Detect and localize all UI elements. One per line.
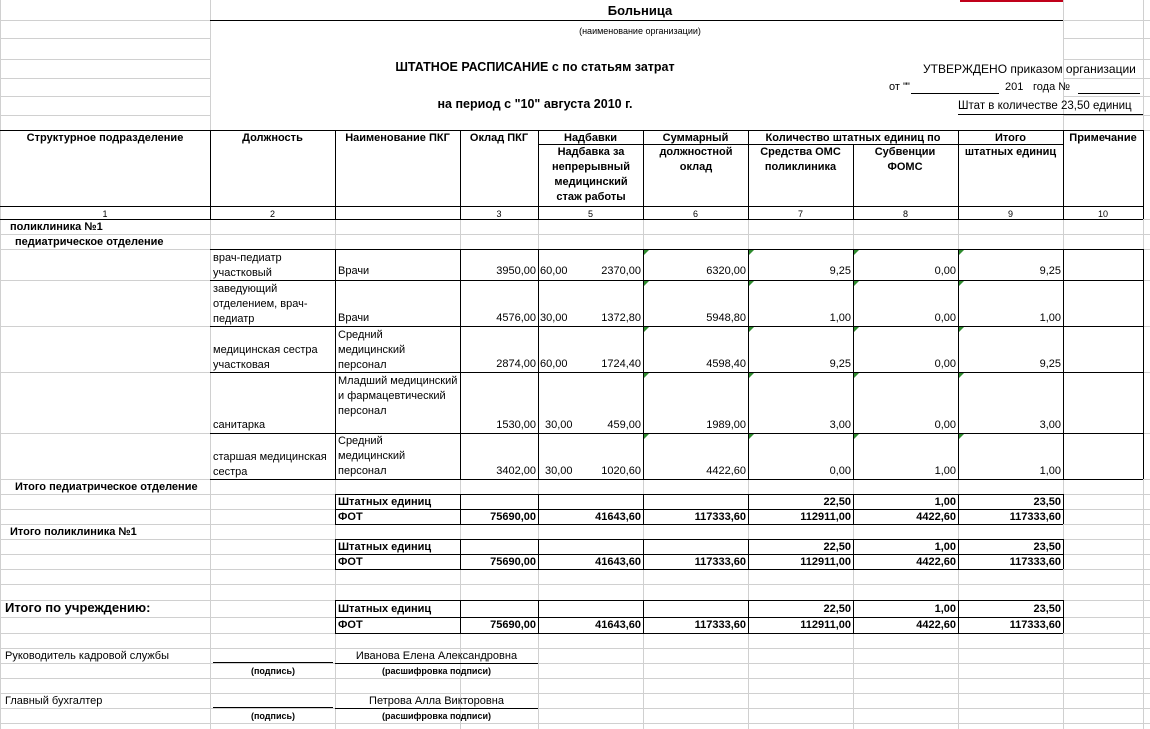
total-oms[interactable]: 22,50: [823, 541, 851, 553]
row-units[interactable]: 1,00: [1039, 465, 1061, 477]
signature-caption: (подпись): [250, 711, 296, 721]
row-salary[interactable]: 3402,00: [496, 465, 536, 477]
order-quote: ": [906, 81, 910, 93]
fot-allowances[interactable]: 41643,60: [595, 556, 641, 568]
row-position[interactable]: врач-педиатр участковый: [213, 252, 282, 279]
col-dept-header: Структурное подразделение: [26, 132, 184, 144]
row-pkg[interactable]: Врачи: [338, 265, 370, 277]
row-position[interactable]: заведующий отделением, врач-педиатр: [213, 283, 308, 325]
col-total-salary-header: Суммарный: [662, 132, 729, 144]
col-foms-header: Субвенции ФОМС: [874, 146, 936, 173]
staff-units-label: Штатных единиц: [338, 603, 432, 615]
chief-accountant-title: Главный бухгалтер: [5, 695, 103, 707]
col-oms-header: Средства ОМС поликлиника: [760, 146, 841, 173]
fot-total-salary[interactable]: 117333,60: [694, 511, 746, 523]
row-total-salary[interactable]: 6320,00: [706, 265, 746, 277]
staff-units-label: Штатных единиц: [338, 496, 432, 508]
total-foms[interactable]: 1,00: [934, 603, 956, 615]
row-foms[interactable]: 0,00: [934, 312, 956, 324]
row-oms[interactable]: 9,25: [829, 265, 851, 277]
row-position[interactable]: медицинская сестра участковая: [213, 344, 318, 371]
fot-salary[interactable]: 75690,00: [490, 619, 536, 631]
document-period: на период с "10" августа 2010 г.: [437, 97, 633, 111]
row-total-salary[interactable]: 1989,00: [706, 419, 746, 431]
col-allowance-sub-header: Надбавка за непрерывный медицинский стаж работы: [552, 146, 630, 203]
signature-decode-caption: (расшифровка подписи): [382, 711, 491, 721]
row-foms[interactable]: 1,00: [934, 465, 956, 477]
signature-decode-caption: (расшифровка подписи): [382, 666, 491, 676]
total-units[interactable]: 23,50: [1033, 496, 1061, 508]
row-position[interactable]: старшая медицинская сестра: [213, 451, 327, 478]
staff-total-label: Штат в количестве 23,50 единиц: [958, 100, 1132, 112]
document-title: ШТАТНОЕ РАСПИСАНИЕ с по статьям затрат: [395, 60, 675, 74]
row-units[interactable]: 9,25: [1039, 265, 1061, 277]
group-pediatric-dept: педиатрическое отделение: [15, 236, 164, 248]
fot-label: ФОТ: [338, 556, 363, 568]
col-number: 10: [1097, 209, 1108, 219]
row-salary[interactable]: 2874,00: [496, 358, 536, 370]
row-allowance-sum[interactable]: 2370,00: [601, 265, 641, 277]
chief-accountant-name: Петрова Алла Викторовна: [369, 695, 504, 707]
col-salary-header: Оклад ПКГ: [469, 132, 529, 144]
fot-salary[interactable]: 75690,00: [490, 511, 536, 523]
col-number: 3: [496, 209, 502, 219]
row-allowance-pct[interactable]: 30,00: [545, 465, 573, 477]
row-position[interactable]: санитарка: [213, 419, 266, 431]
col-note-header: Примечание: [1069, 132, 1137, 144]
col-number: 9: [1007, 209, 1013, 219]
hr-head-title: Руководитель кадровой службы: [5, 650, 170, 662]
total-oms[interactable]: 22,50: [823, 496, 851, 508]
col-total-salary-sub-header: должностной оклад: [659, 146, 733, 173]
row-oms[interactable]: 9,25: [829, 358, 851, 370]
row-salary[interactable]: 1530,00: [496, 419, 536, 431]
col-number: 1: [102, 209, 108, 219]
total-institution-label: Итого по учреждению:: [5, 600, 151, 615]
total-foms[interactable]: 1,00: [934, 496, 956, 508]
fot-oms[interactable]: 112911,00: [800, 619, 851, 631]
org-name: Больница: [607, 3, 673, 18]
fot-units[interactable]: 117333,60: [1009, 556, 1061, 568]
fot-foms[interactable]: 4422,60: [916, 556, 956, 568]
col-pkg-header: Наименование ПКГ: [345, 132, 450, 144]
fot-salary[interactable]: 75690,00: [490, 556, 536, 568]
org-caption: (наименование организации): [579, 26, 701, 36]
approved-label: УТВЕРЖДЕНО приказом организации: [923, 62, 1136, 76]
row-allowance-sum[interactable]: 1020,60: [601, 465, 641, 477]
col-total-header: Итого: [994, 132, 1027, 144]
hr-head-name: Иванова Елена Александровна: [355, 650, 518, 662]
group-clinic: поликлиника №1: [10, 221, 103, 233]
total-oms[interactable]: 22,50: [823, 603, 851, 615]
row-pkg[interactable]: Врачи: [338, 312, 370, 324]
fot-units[interactable]: 117333,60: [1009, 619, 1061, 631]
row-allowance-pct[interactable]: 60,00: [540, 265, 568, 277]
total-clinic-label: Итого поликлиника №1: [10, 526, 137, 538]
fot-foms[interactable]: 4422,60: [916, 619, 956, 631]
signature-caption: (подпись): [250, 666, 296, 676]
order-year: 201: [1005, 81, 1024, 93]
row-allowance-sum[interactable]: 459,00: [607, 419, 641, 431]
total-units[interactable]: 23,50: [1033, 541, 1061, 553]
row-units[interactable]: 9,25: [1039, 358, 1061, 370]
col-number: 2: [269, 209, 275, 219]
total-units[interactable]: 23,50: [1033, 603, 1061, 615]
fot-foms[interactable]: 4422,60: [916, 511, 956, 523]
fot-total-salary[interactable]: 117333,60: [694, 556, 746, 568]
order-from-label: от ": [889, 81, 907, 93]
selection-indicator: [960, 0, 1063, 2]
row-oms[interactable]: 1,00: [829, 312, 851, 324]
fot-oms[interactable]: 112911,00: [800, 511, 851, 523]
row-allowance-pct[interactable]: 30,00: [545, 419, 573, 431]
row-foms[interactable]: 0,00: [934, 358, 956, 370]
row-allowance-pct[interactable]: 60,00: [540, 358, 568, 370]
staff-units-label: Штатных единиц: [338, 541, 432, 553]
total-pediatric-label: Итого педиатрическое отделение: [15, 481, 198, 493]
order-goda: года №: [1033, 81, 1071, 93]
col-total-sub-header: штатных единиц: [964, 146, 1057, 158]
row-total-salary[interactable]: 4422,60: [706, 465, 746, 477]
col-number: 7: [797, 209, 803, 219]
col-number: 8: [902, 209, 908, 219]
fot-oms[interactable]: 112911,00: [800, 556, 851, 568]
row-allowance-pct[interactable]: 30,00: [540, 312, 568, 324]
row-total-salary[interactable]: 4598,40: [706, 358, 746, 370]
row-salary[interactable]: 3950,00: [496, 265, 536, 277]
row-pkg[interactable]: Средний медицинский персонал: [338, 329, 406, 371]
row-salary[interactable]: 4576,00: [496, 312, 536, 324]
row-oms[interactable]: 0,00: [829, 465, 851, 477]
fot-units[interactable]: 117333,60: [1009, 511, 1061, 523]
row-oms[interactable]: 3,00: [829, 419, 851, 431]
row-allowance-sum[interactable]: 1372,80: [601, 312, 641, 324]
row-total-salary[interactable]: 5948,80: [706, 312, 746, 324]
col-number: 6: [692, 209, 698, 219]
row-allowance-sum[interactable]: 1724,40: [601, 358, 641, 370]
total-foms[interactable]: 1,00: [934, 541, 956, 553]
fot-allowances[interactable]: 41643,60: [595, 511, 641, 523]
col-number: 5: [587, 209, 593, 219]
fot-allowances[interactable]: 41643,60: [595, 619, 641, 631]
col-allowances-header: Надбавки: [564, 132, 617, 144]
fot-label: ФОТ: [338, 511, 363, 523]
row-pkg[interactable]: Средний медицинский персонал: [338, 435, 406, 477]
row-units[interactable]: 1,00: [1039, 312, 1061, 324]
row-foms[interactable]: 0,00: [934, 419, 956, 431]
fot-total-salary[interactable]: 117333,60: [694, 619, 746, 631]
row-foms[interactable]: 0,00: [934, 265, 956, 277]
fot-label: ФОТ: [338, 619, 363, 631]
row-pkg[interactable]: Младший медицинский и фармацевтический персонал: [338, 375, 458, 417]
col-units-header: Количество штатных единиц по: [765, 132, 941, 144]
row-units[interactable]: 3,00: [1039, 419, 1061, 431]
col-position-header: Должность: [242, 132, 303, 144]
